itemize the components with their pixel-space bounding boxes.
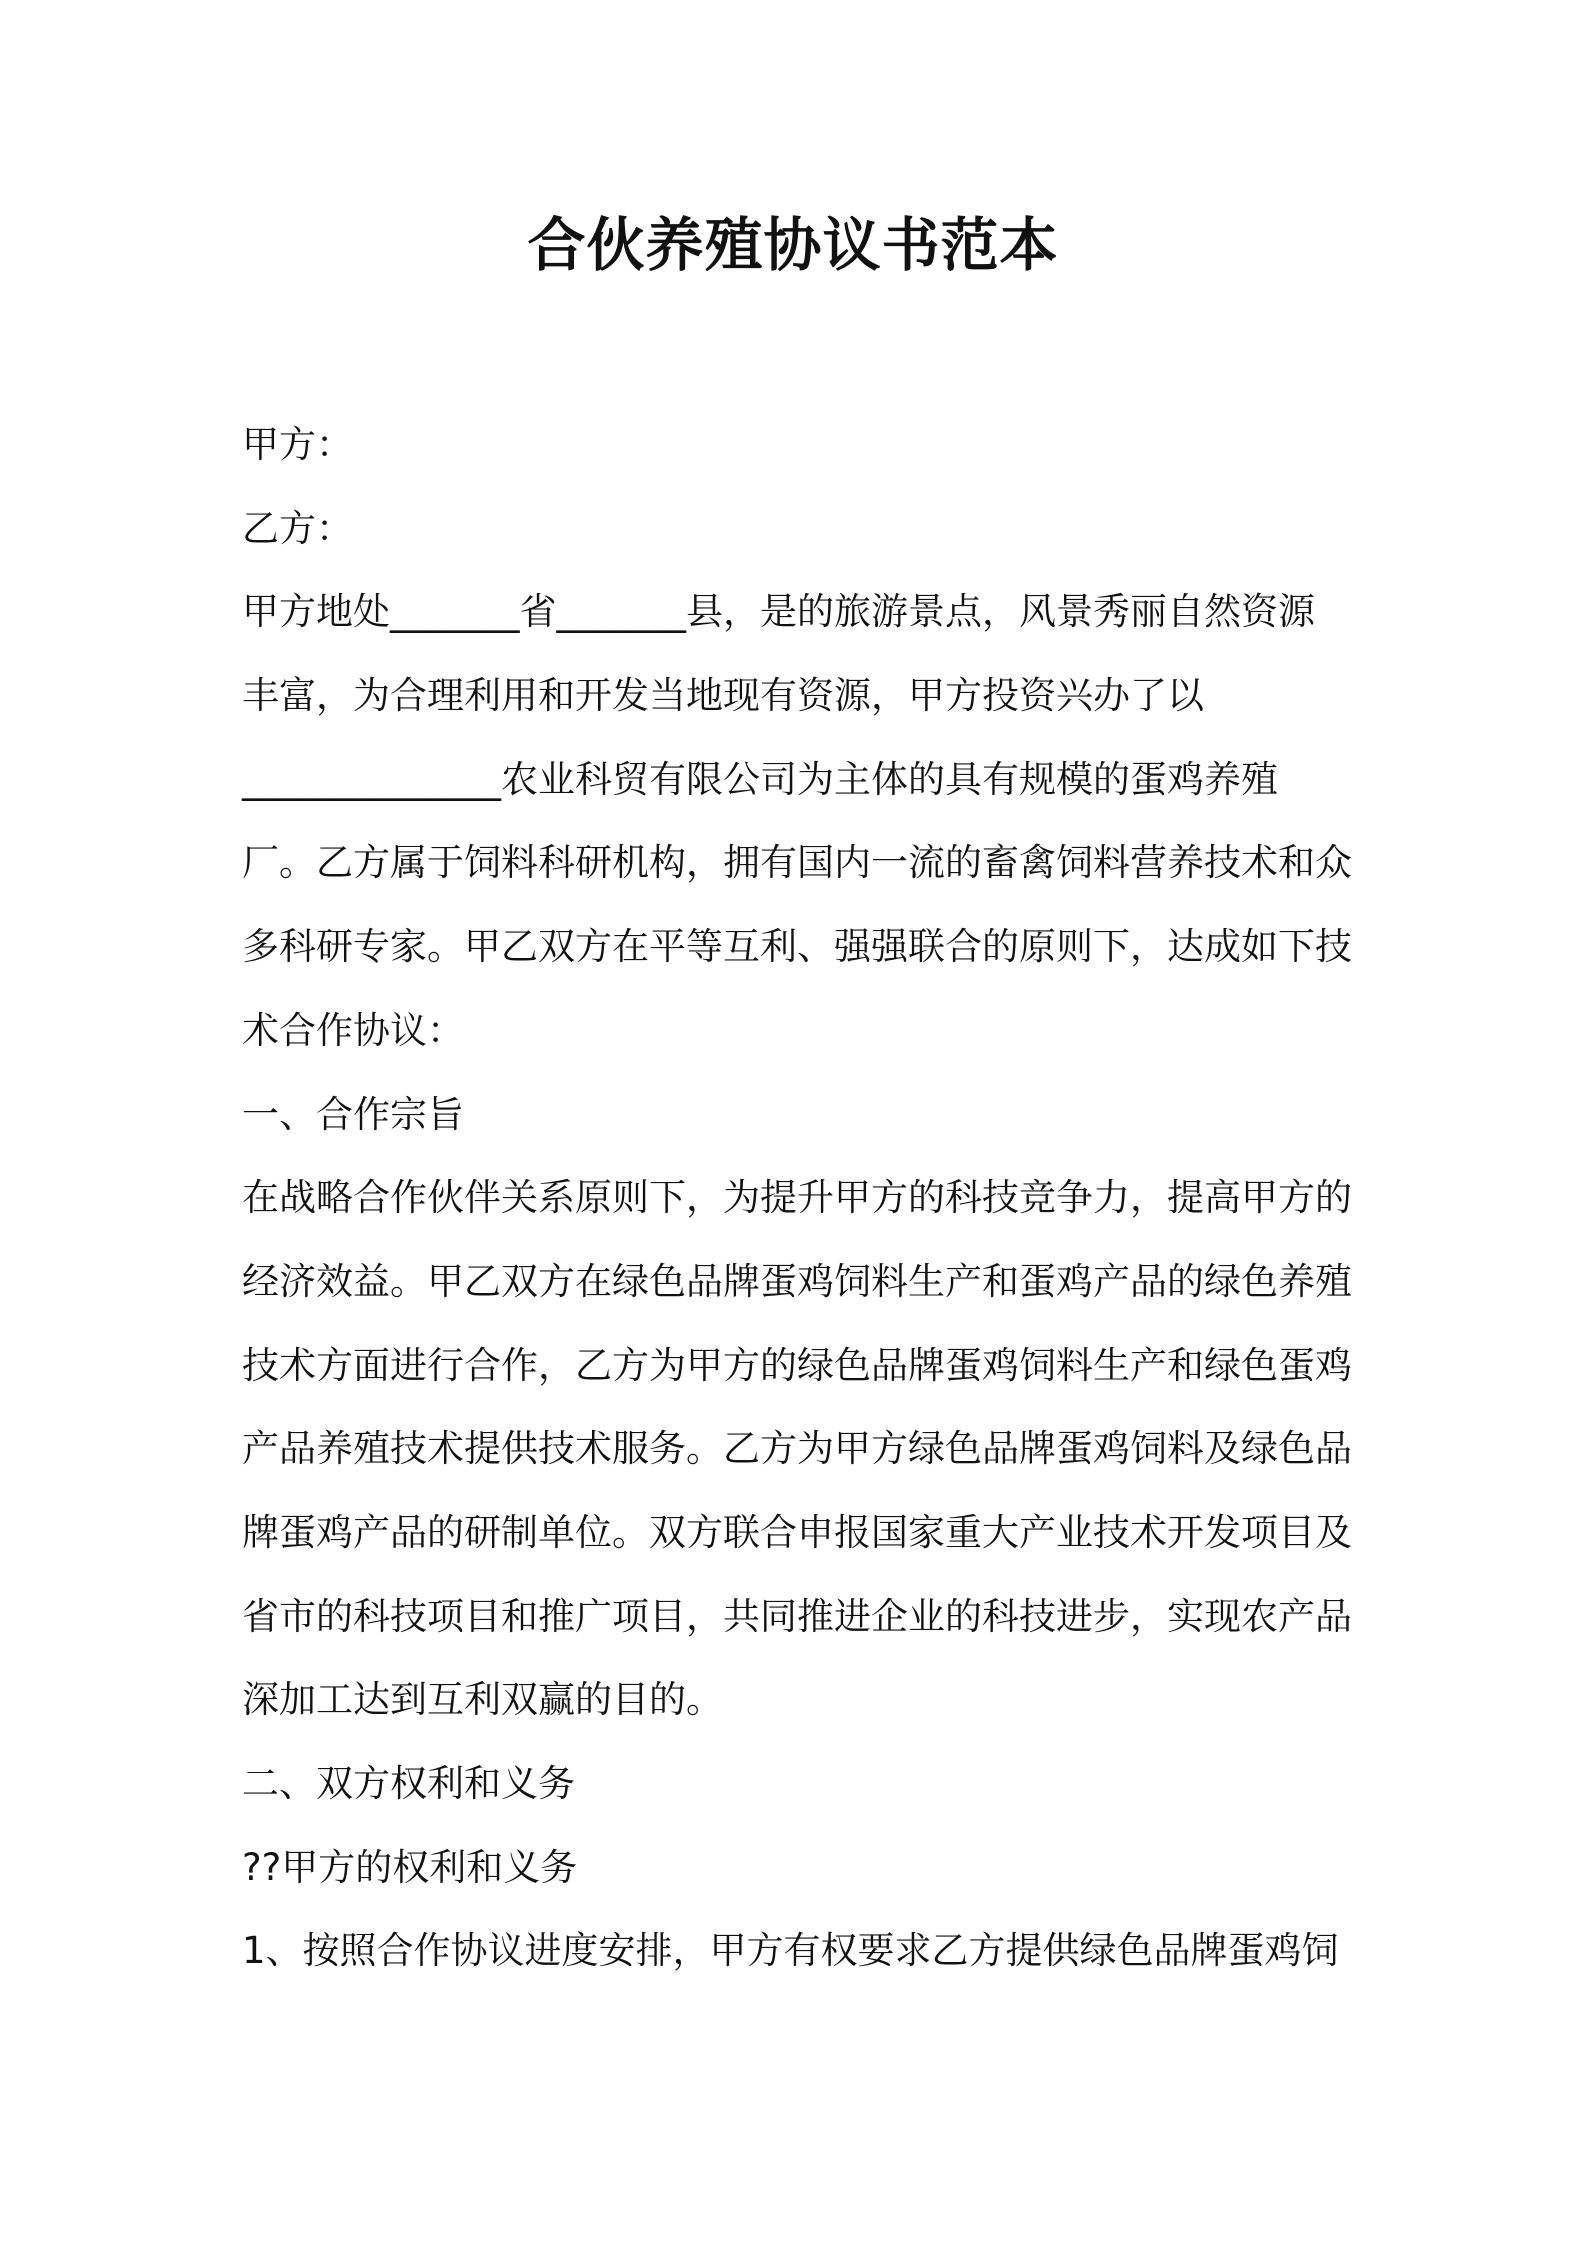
party-b-line: 乙方：: [242, 506, 353, 550]
paragraph-line: 甲方地处_______省_______县，是的旅游景点，风景秀丽自然资源: [242, 590, 1315, 634]
paragraph-line: ______________农业科贸有限公司为主体的具有规模的蛋鸡养殖: [242, 757, 1278, 801]
document-title: 合伙养殖协议书范本: [527, 211, 1059, 279]
paragraph-line: 牌蛋鸡产品的研制单位。双方联合申报国家重大产业技术开发项目及: [242, 1510, 1352, 1554]
subsection-heading: ??甲方的权利和义务: [242, 1845, 578, 1889]
paragraph-line: 术合作协议：: [242, 1008, 464, 1052]
section-heading-2: 二、双方权利和义务: [242, 1762, 575, 1805]
list-item: 1、按照合作协议进度安排，甲方有权要求乙方提供绿色品牌蛋鸡饲: [242, 1929, 1339, 1973]
paragraph-line: 技术方面进行合作，乙方为甲方的绿色品牌蛋鸡饲料生产和绿色蛋鸡: [242, 1343, 1352, 1387]
paragraph-line: 产品养殖技术提供技术服务。乙方为甲方绿色品牌蛋鸡饲料及绿色品: [242, 1427, 1352, 1471]
paragraph-line: 多科研专家。甲乙双方在平等互利、强强联合的原则下，达成如下技: [242, 925, 1352, 969]
paragraph-line: 厂。乙方属于饲料科研机构，拥有国内一流的畜禽饲料营养技术和众: [242, 841, 1352, 885]
paragraph-line: 丰富，为合理利用和开发当地现有资源，甲方投资兴办了以: [242, 674, 1204, 718]
document-body: [242, 403, 1352, 1993]
section-heading-1: 一、合作宗旨: [242, 1092, 464, 1136]
paragraph-line: 在战略合作伙伴关系原则下，为提升甲方的科技竞争力，提高甲方的: [242, 1176, 1352, 1220]
party-a-line: 甲方：: [242, 423, 353, 466]
paragraph-line: 省市的科技项目和推广项目，共同推进企业的科技进步，实现农产品: [242, 1594, 1352, 1638]
paragraph-line: 深加工达到互利双赢的目的。: [242, 1678, 723, 1722]
paragraph-line: 经济效益。甲乙双方在绿色品牌蛋鸡饲料生产和蛋鸡产品的绿色养殖: [242, 1259, 1352, 1303]
